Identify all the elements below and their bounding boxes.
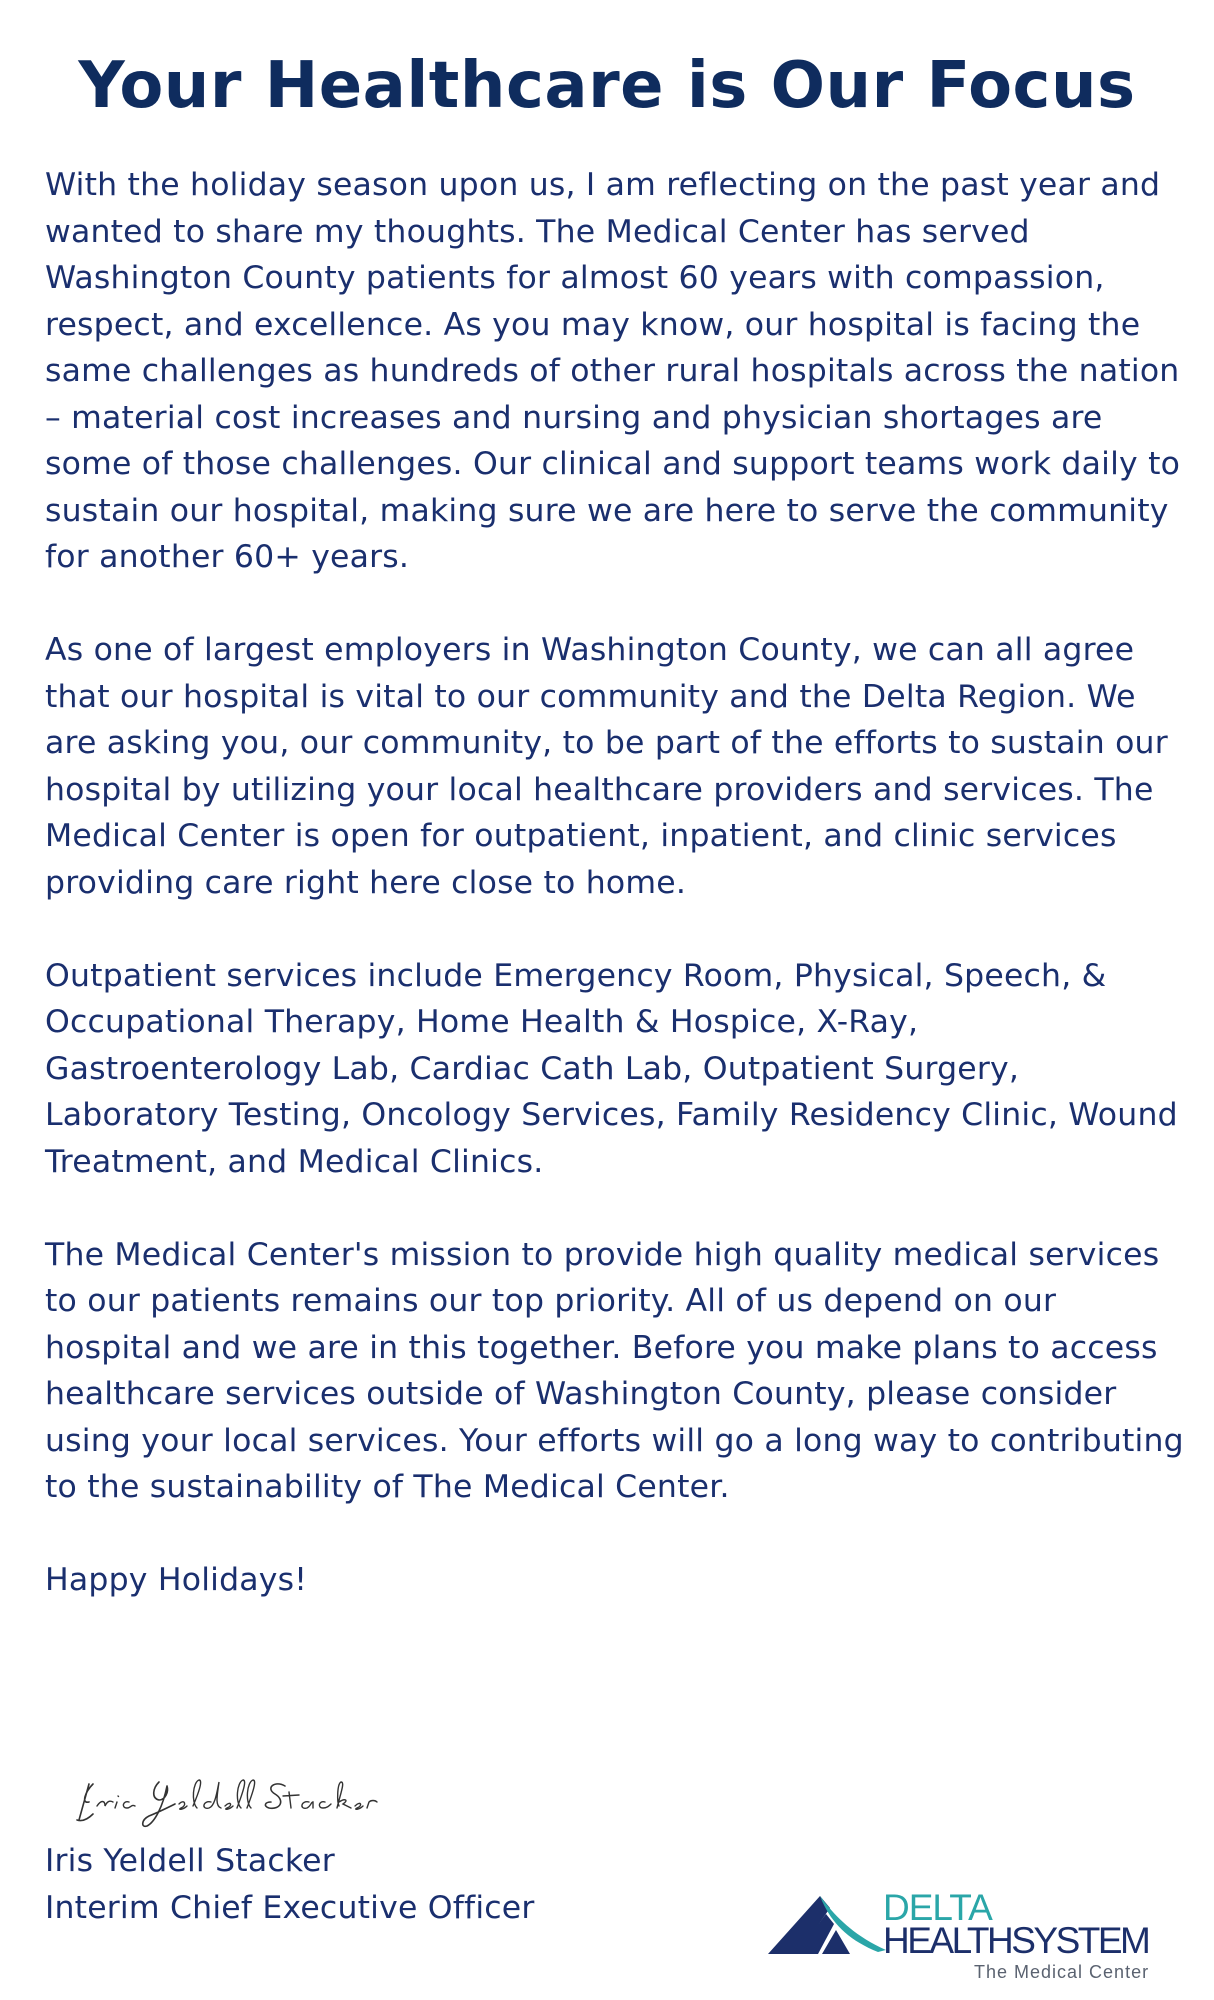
paragraph-3: Outpatient services include Emergency Room, Physical, Speech, & Occupational Therapy, Home Health & Hospice, X-Ray, Gastroenterology Lab, Cardiac Cath Lab, Outpatient Surgery, Laboratory Testing, Oncology Services, Family Residency Clinic, Wound Treatment, and Medical Clinics.: [45, 957, 1178, 1180]
paragraph-4: The Medical Center's mission to provide high quality medical services to our patients remains our top priority. All of us depend on our hospital and we are in this together. Before you make plans to access healthcare services outside of Washington County, please consider using your local services. Your efforts will go a long way to contributing to the sustainability of The Medical Center.: [45, 1236, 1184, 1505]
delta-health-system-logo: [768, 1888, 1188, 1988]
logo-healthsystem-text: HEALTHSYSTEM: [883, 1920, 1149, 1961]
signer-block: [45, 1838, 745, 1931]
closing-line: Happy Holidays!: [45, 1562, 308, 1598]
signer-title: Interim Chief Executive Officer: [45, 1889, 535, 1926]
letter-body: [45, 162, 1185, 1604]
paragraph-2: As one of largest employers in Washington County, we can all agree that our hospital is vital to our community and the Delta Region. We are asking you, our community, to be part of the efforts to sustain our hospital by utilizing your local healthcare providers and services. The Medical Center is open for outpatient, inpatient, and clinic services providing care right here close to home.: [45, 632, 1168, 901]
logo-tagline: The Medical Center: [974, 1962, 1150, 1982]
page-title: Your Healthcare is Our Focus: [78, 49, 1136, 123]
signer-name: Iris Yeldell Stacker: [45, 1843, 335, 1879]
paragraph-1: With the holiday season upon us, I am reflecting on the past year and wanted to share my thoughts. The Medical Center has served Washington County patients for almost 60 years with compassion, respect, and excellence. As you may know, our hospital is facing the same challenges as hundreds of other rural hospitals across the nation – material cost increases and nursing and physician shortages are some of those challenges. Our clinical and support teams work daily to sustain our hospital, making sure we are here to serve the community for another 60+ years.: [45, 167, 1181, 575]
handwritten-signature: [75, 1762, 395, 1832]
mountain-logo-icon: [768, 1888, 888, 1960]
logo-delta-text: DELTA: [883, 1887, 992, 1928]
